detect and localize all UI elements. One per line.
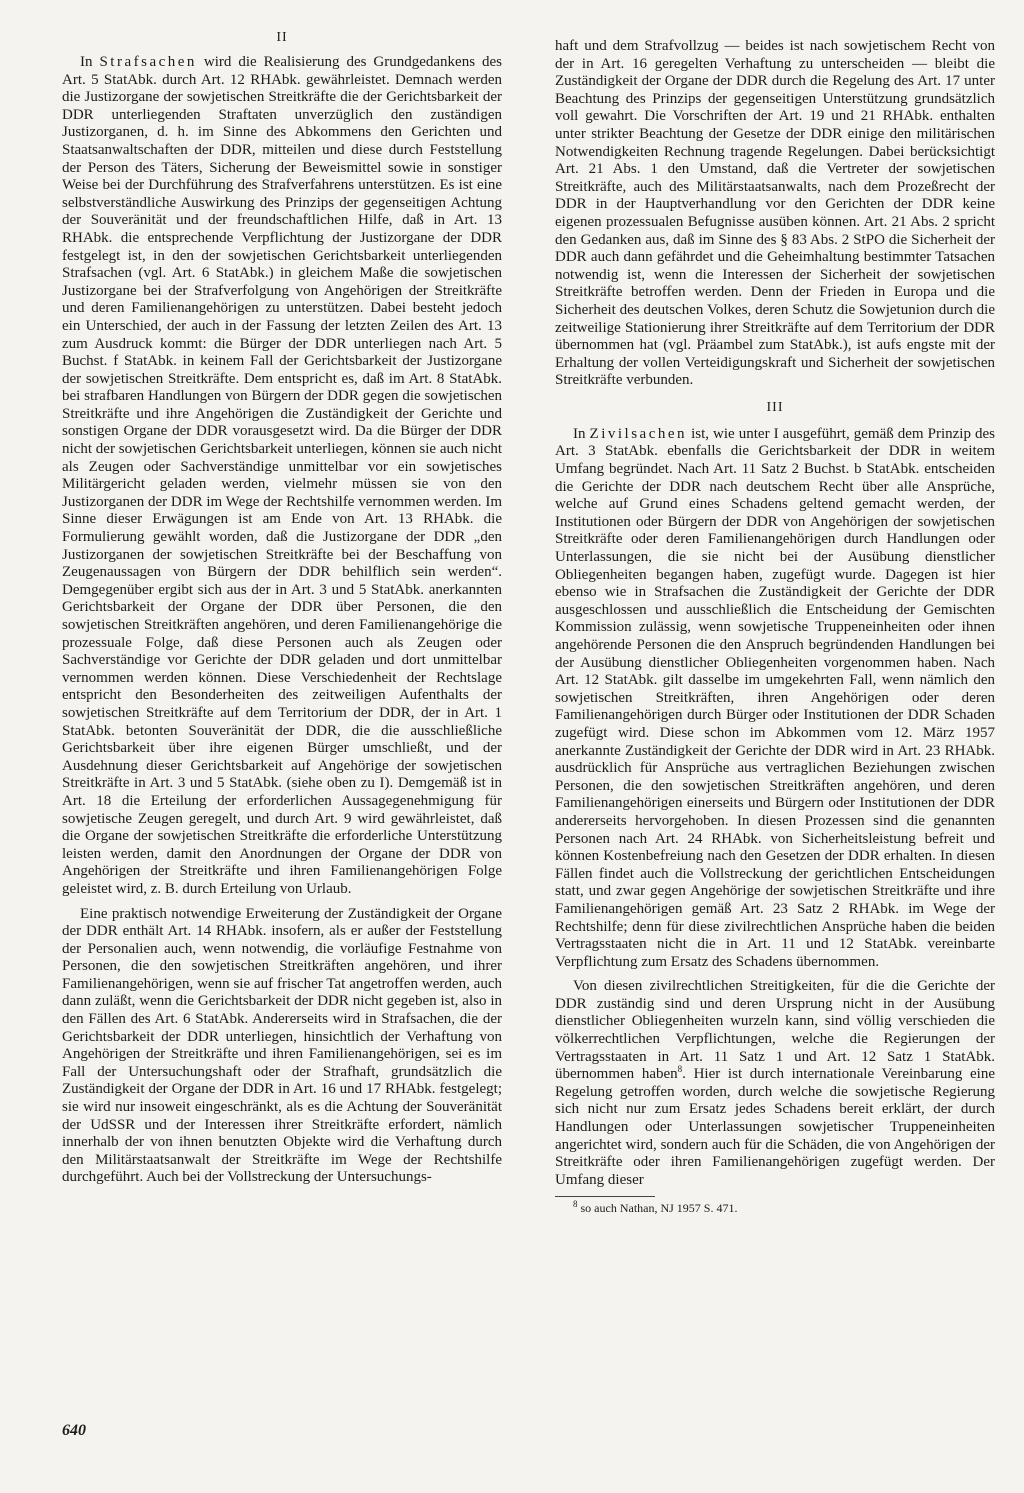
paragraph-lead: In: [80, 54, 93, 70]
paragraph-continuation: haft und dem Strafvollzug — beides ist nach sowjetischem Recht von der in Art. 16 geregelten Verhaftung zu unterscheiden — bleibt die Zuständigkeit der Organe der DDR durch die Regelung des Art. 17 unter Beachtung des Prinzips der gegenseitigen Unterstützung grundsätzlich voll gewahrt. Die Vorschriften der Art. 19 und 21 RHAbk. enthalten unter strikter Beachtung der Gesetze der DDR einige den militärischen Notwendigkeiten Rechnung tragende Regelungen. Dabei berücksichtigt Art. 21 Abs. 1 den Umstand, daß die Vertreter der sowjetischen Streitkräfte, auch des Militärstaatsanwalts, nach dem Prozeßrecht der DDR in der Hauptverhandlung vor den Gerichten der DDR keine eigenen prozessualen Befugnisse ausüben können. Art. 21 Abs. 2 spricht den Gedanken aus, daß im Sinne des § 83 Abs. 2 StPO die Sicherheit der DDR auch dann gefährdet und die Geheimhaltung bestimmter Tatsachen notwendig ist, wenn die Interessen der Sicherheit der sowjetischen Streitkräfte betroffen werden. Denn der Frieden in Europa und die Sicherheit des deutschen Volkes, deren Schutz die Sowjetunion durch die zeitweilige Stationierung ihrer Streitkräfte auf dem Territorium der DDR übernommen hat (vgl. Präambel zum StatAbk.), ist aufs engste mit der Erhaltung der vollen Verteidigungskraft und Sicherheit der sowjetischen Streitkräfte verbunden.: [555, 38, 995, 389]
paragraph-body: ist, wie unter I ausgeführt, gemäß dem Prinzip des Art. 3 StatAbk. ebenfalls die Gerichtsbarkeit der DDR in weitem Umfang begründet. Nach Art. 11 Satz 2 Buchst. b StatAbk. entscheiden die Gerichte der DDR nach deutschem Recht über alle Ansprüche, welche auf Grund eines Schadens geltend gemacht werden, der Institutionen oder Bürgern der DDR von Angehörigen der sowjetischen Streitkräfte oder deren Familienangehörigen durch Handlungen oder Unterlassungen, die sie nicht bei der Ausübung dienstlicher Obliegenheiten begangen haben, zugefügt wurde. Dagegen ist hier ebenso wie in Strafsachen die Zuständigkeit der Gerichte der DDR ausgeschlossen und ausschließlich die Entscheidung der Gemischten Kommission zulässig, wenn sowjetische Truppeneinheiten oder ihnen angehörende Personen die den Anspruch begründenden Handlungen bei der Ausübung dienstlicher Obliegenheiten vorgenommen haben. Nach Art. 12 StatAbk. gilt dasselbe im umgekehrten Fall, wenn nämlich den sowjetischen Streitkräften, ihren Angehörigen oder deren Familienangehörigen durch Bürger oder Institutionen der DDR Schaden zugefügt wird. Diese schon im Abkommen vom 12. März 1957 anerkannte Zuständigkeit der Gerichte der DDR wird in Art. 23 RHAbk. ausdrücklich für Ansprüche aus vertraglichen Beziehungen zwischen Personen, die den sowjetischen Streitkräften angehören, und deren Familienangehörigen einerseits und Bürgern oder Institutionen der DDR andererseits hervorgehoben. In diesen Prozessen sind die genannten Personen nach Art. 24 RHAbk. von Sicherheitsleistung befreit und können Kostenbefreiung nach den Gesetzen der DDR erhalten. In diesen Fällen findet auch die Vollstreckung der gerichtlichen Entscheidungen statt, und zwar gegen Angehörige der sowjetischen Streitkräfte und ihre Familienangehörigen gemäß Art. 23 Satz 2 RHAbk. im Wege der Rechtshilfe; denn für diese zivilrechtlichen Ansprüche haben die beiden Vertragsstaaten nicht die in Art. 11 und 12 StatAbk. vereinbarte Verpflichtung zum Ersatz des Schadens übernommen.: [555, 425, 995, 970]
footnote-number: 8: [573, 1199, 578, 1210]
page-number: 640: [62, 1422, 86, 1439]
section-heading-iii: III: [766, 399, 784, 415]
paragraph-erweiterung: Eine praktisch notwendige Erweiterung der Zuständigkeit der Organe der DDR enthält Art. 14 RHAbk. insofern, als er außer der Feststellung der Personalien auch, wenn notwendig, die vorläufige Festnahme von Personen, die den sowjetischen Streitkräften angehören, und ihrer Familienangehörigen, wenn sie auf frischer Tat angetroffen werden, auch dann zuläßt, wenn die Gerichtsbarkeit der DDR nicht gegeben ist, also in den Fällen des Art. 6 StatAbk. Andererseits wird in Strafsachen, die der Gerichtsbarkeit der DDR unterliegen, hinsichtlich der Verhaftung von Angehörigen der Streitkräfte und ihren Familienangehörigen, sei es im Fall der Untersuchungshaft oder der Strafhaft, grundsätzlich die Zuständigkeit der Organe der DDR in Art. 16 und 17 RHAbk. festgelegt; sie wird nur insoweit eingeschränkt, als es die Achtung der Souveränität der UdSSR und der Interessen ihrer Streitkräfte erfordert, nämlich innerhalb der von ihnen benutzten Objekte wird die Verhaftung durch den Militärstaatsanwalt der Streitkräfte im Wege der Rechtshilfe durchgeführt. Auch bei der Vollstreckung der Untersuchungs-: [62, 905, 502, 1186]
footnote-reference: 8: [677, 1064, 683, 1075]
section-heading-ii: II: [276, 30, 288, 45]
paragraph-voelkerrecht: [555, 978, 995, 1189]
paragraph-body: wird die Realisierung des Grundgedankens des Art. 5 StatAbk. durch Art. 12 RHAbk. gewährleistet. Demnach werden die Justizorgane der sowjetischen Streitkräfte die der Gerichtsbarkeit der DDR unterliegenden Straftaten unverzüglich den zuständigen Justizorganen, d. h. im Sinne des Abkommens den Gerichten und Staatsanwaltschaften der DDR, mitteilen und diese durch Feststellung der Person des Täters, Sicherung der Beweismittel sowie in sonstiger Weise bei der Durchführung des Strafverfahrens unterstützen. Es ist eine selbstverständliche Auswirkung des Prinzips der gegenseitigen Achtung der Souveränität und der freundschaftlichen Hilfe, daß in Art. 13 RHAbk. die entsprechende Verpflichtung der Justizorgane der DDR festgelegt ist, in den der sowjetischen Gerichtsbarkeit unterliegenden Strafsachen (vgl. Art. 6 StatAbk.) in gleichem Maße die sowjetischen Justizorgane bei der Strafverfolgung von Angehörigen der Streitkräfte und deren Familienangehörigen zu unterstützen. Dabei besteht jedoch ein Unterschied, der auch in der Fassung der letzten Zeilen des Art. 13 zum Ausdruck kommt: die Bürger der DDR unterliegen nach Art. 5 Buchst. f StatAbk. in keinem Fall der Gerichtsbarkeit der Justizorgane der sowjetischen Streitkräfte. Dem entspricht es, daß im Art. 8 StatAbk. bei strafbaren Handlungen von Bürgern der DDR gegen die sowjetischen Streitkräfte und ihre Angehörigen die Zuständigkeit der Gerichte und sonstigen Organe der DDR vorausgesetzt wird. Da die Bürger der DDR nicht der sowjetischen Gerichtsbarkeit unterliegen, können sie auch nicht als Zeugen oder Sachverständige unmittelbar vor ein sowjetisches Militärgericht geladen werden, vielmehr müssen sie von den Justizorganen der DDR im Wege der Rechtshilfe vernommen werden. Im Sinne dieser Erwägungen ist am Ende von Art. 13 RHAbk. die Formulierung gewählt worden, daß die Justizorgane der DDR „den Justizorganen der sowjetischen Streitkräfte bei der Beschaffung von Zeugenaussagen von Bürgern der DDR behilflich sein werden“. Demgegenüber ergibt sich aus der in Art. 3 und 5 StatAbk. anerkannten Gerichtsbarkeit der Organe der DDR über Personen, die den sowjetischen Streitkräften angehören, und deren Familienangehörige die prozessuale Folge, daß diese Personen auch als Zeugen oder Sachverständige vor Gerichte der DDR geladen und dort unmittelbar vernommen werden können. Diese Verschiedenheit der Rechtslage entspricht den Besonderheiten des zeitweiligen Aufenthalts der sowjetischen Streitkräfte auf dem Territorium der DDR, der in Art. 1 StatAbk. betonten Souveränität der DDR, die die ausschließliche Gerichtsbarkeit über ihre eigenen Bürger umschließt, und der Ausdehnung dieser Gerichtsbarkeit auf Angehörige der sowjetischen Streitkräfte in Art. 3 und 5 StatAbk. (siehe oben zu I). Demgemäß ist in Art. 18 die Erteilung der erforderlichen Aussagegenehmigung für sowjetische Zeugen geregelt, und durch Art. 9 wird gewährleistet, daß die Organe der sowjetischen Streitkräfte die erforderliche Unterstützung leisten werden, damit den Anordnungen der Organe der DDR von Angehörigen der Streitkräfte und ihren Familienangehörigen Folge geleistet wird, z. B. durch Erteilung von Urlaub.: [62, 54, 502, 897]
left-column: [62, 30, 502, 1410]
paragraph-strafsachen: [62, 54, 502, 899]
paragraph-body: . Hier ist durch internationale Vereinbarung eine Regelung getroffen worden, durch welche die sowjetische Regierung sich nicht nur zum Ersatz jedes Schadens bereit erklärt, der durch Handlungen oder Unterlassungen sowjetischer Truppeneinheiten angerichtet wird, sondern auch für die Schäden, die von Angehörigen der Streitkräfte oder ihren Familienangehörigen zugefügt werden. Der Umfang dieser: [555, 1066, 995, 1188]
footnote-divider: [555, 1196, 655, 1197]
spaced-term-strafsachen: Strafsachen: [99, 54, 197, 70]
paragraph-lead: In: [573, 425, 586, 442]
footnote: [555, 1201, 995, 1215]
paragraph-zivilsachen: [555, 426, 995, 971]
spaced-term-zivilsachen: Zivilsachen: [589, 425, 688, 442]
right-column: [555, 38, 995, 1408]
paragraph-body: Von diesen zivilrechtlichen Streitigkeiten, für die die Gerichte der DDR zuständig sind und deren Ursprung nicht in der Ausübung dienstlicher Obliegenheiten wurzeln kann, sind völlig verschieden die völkerrechtlichen Verpflichtungen, welche die Regierungen der Vertragsstaaten in Art. 11 Satz 1 und Art. 12 Satz 1 StatAbk. übernommen haben: [555, 978, 995, 1083]
footnote-text: so auch Nathan, NJ 1957 S. 471.: [580, 1201, 738, 1216]
